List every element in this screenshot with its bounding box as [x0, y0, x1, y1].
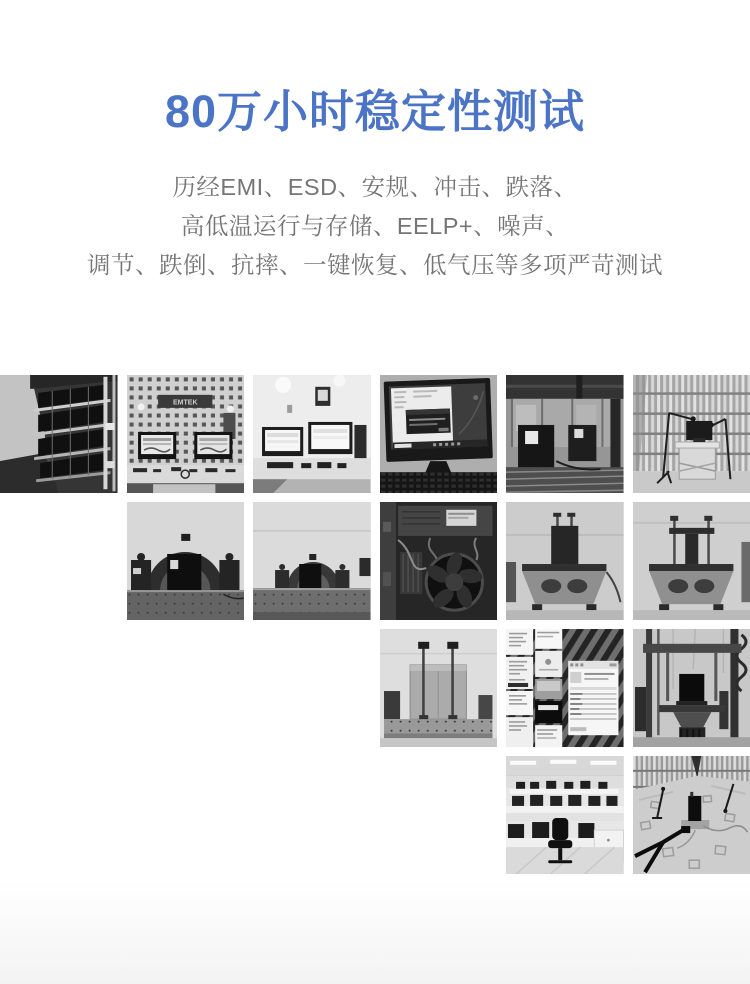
test-photo-gallery: [0, 375, 750, 874]
shock-rig-illustration: [506, 502, 624, 620]
page-subtitle: [45, 168, 705, 285]
aio-monitor-photo: [380, 375, 498, 493]
vibration-fixture-illustration: [380, 629, 498, 747]
burn-in-rack-photo: [0, 375, 118, 493]
bench-monitors-photo: [253, 375, 371, 493]
dark-lab-photo: [506, 375, 624, 493]
page-title: 80万小时稳定性测试: [164, 86, 586, 137]
bench-monitors-illustration: [253, 375, 371, 493]
page-bottom-fade: [0, 880, 750, 984]
shock-rig-tbar-illustration: [633, 502, 750, 620]
test-tower-illustration: [633, 629, 750, 747]
shock-rig-photo: [506, 502, 624, 620]
subtitle-line-3: 调节、跌倒、抗摔、一键恢复、低气压等多项严苛测试: [87, 251, 663, 278]
emtek-sign-text: EMTEK: [172, 399, 198, 407]
acoustic-chamber-photo: [633, 375, 750, 493]
test-tower-photo: [633, 629, 750, 747]
subtitle-line-1: 历经EMI、ESD、安规、冲击、跌落、: [172, 173, 578, 200]
software-collage-photo: [506, 629, 624, 747]
anechoic-floor-illustration: [633, 756, 750, 874]
chassis-internals-illustration: [380, 502, 498, 620]
software-collage-illustration: [506, 629, 624, 747]
subtitle-line-2: 高低温运行与存储、EELP+、噪声、: [180, 212, 570, 239]
aging-room-photo: [506, 756, 624, 874]
dark-lab-illustration: [506, 375, 624, 493]
shock-rig-tbar-photo: [633, 502, 750, 620]
vibration-front-photo: [127, 502, 245, 620]
chassis-internals-photo: [380, 502, 498, 620]
hero-section: [0, 0, 750, 285]
vibration-fixture-photo: [380, 629, 498, 747]
emc-chamber-illustration: [127, 375, 245, 493]
vibration-side-illustration: [253, 502, 371, 620]
anechoic-floor-photo: [633, 756, 750, 874]
aging-room-illustration: [506, 756, 624, 874]
vibration-front-illustration: [127, 502, 245, 620]
acoustic-chamber-illustration: [633, 375, 750, 493]
burn-in-rack-illustration: [0, 375, 118, 493]
emc-chamber-photo: [127, 375, 245, 493]
vibration-side-photo: [253, 502, 371, 620]
aio-monitor-illustration: [380, 375, 498, 493]
